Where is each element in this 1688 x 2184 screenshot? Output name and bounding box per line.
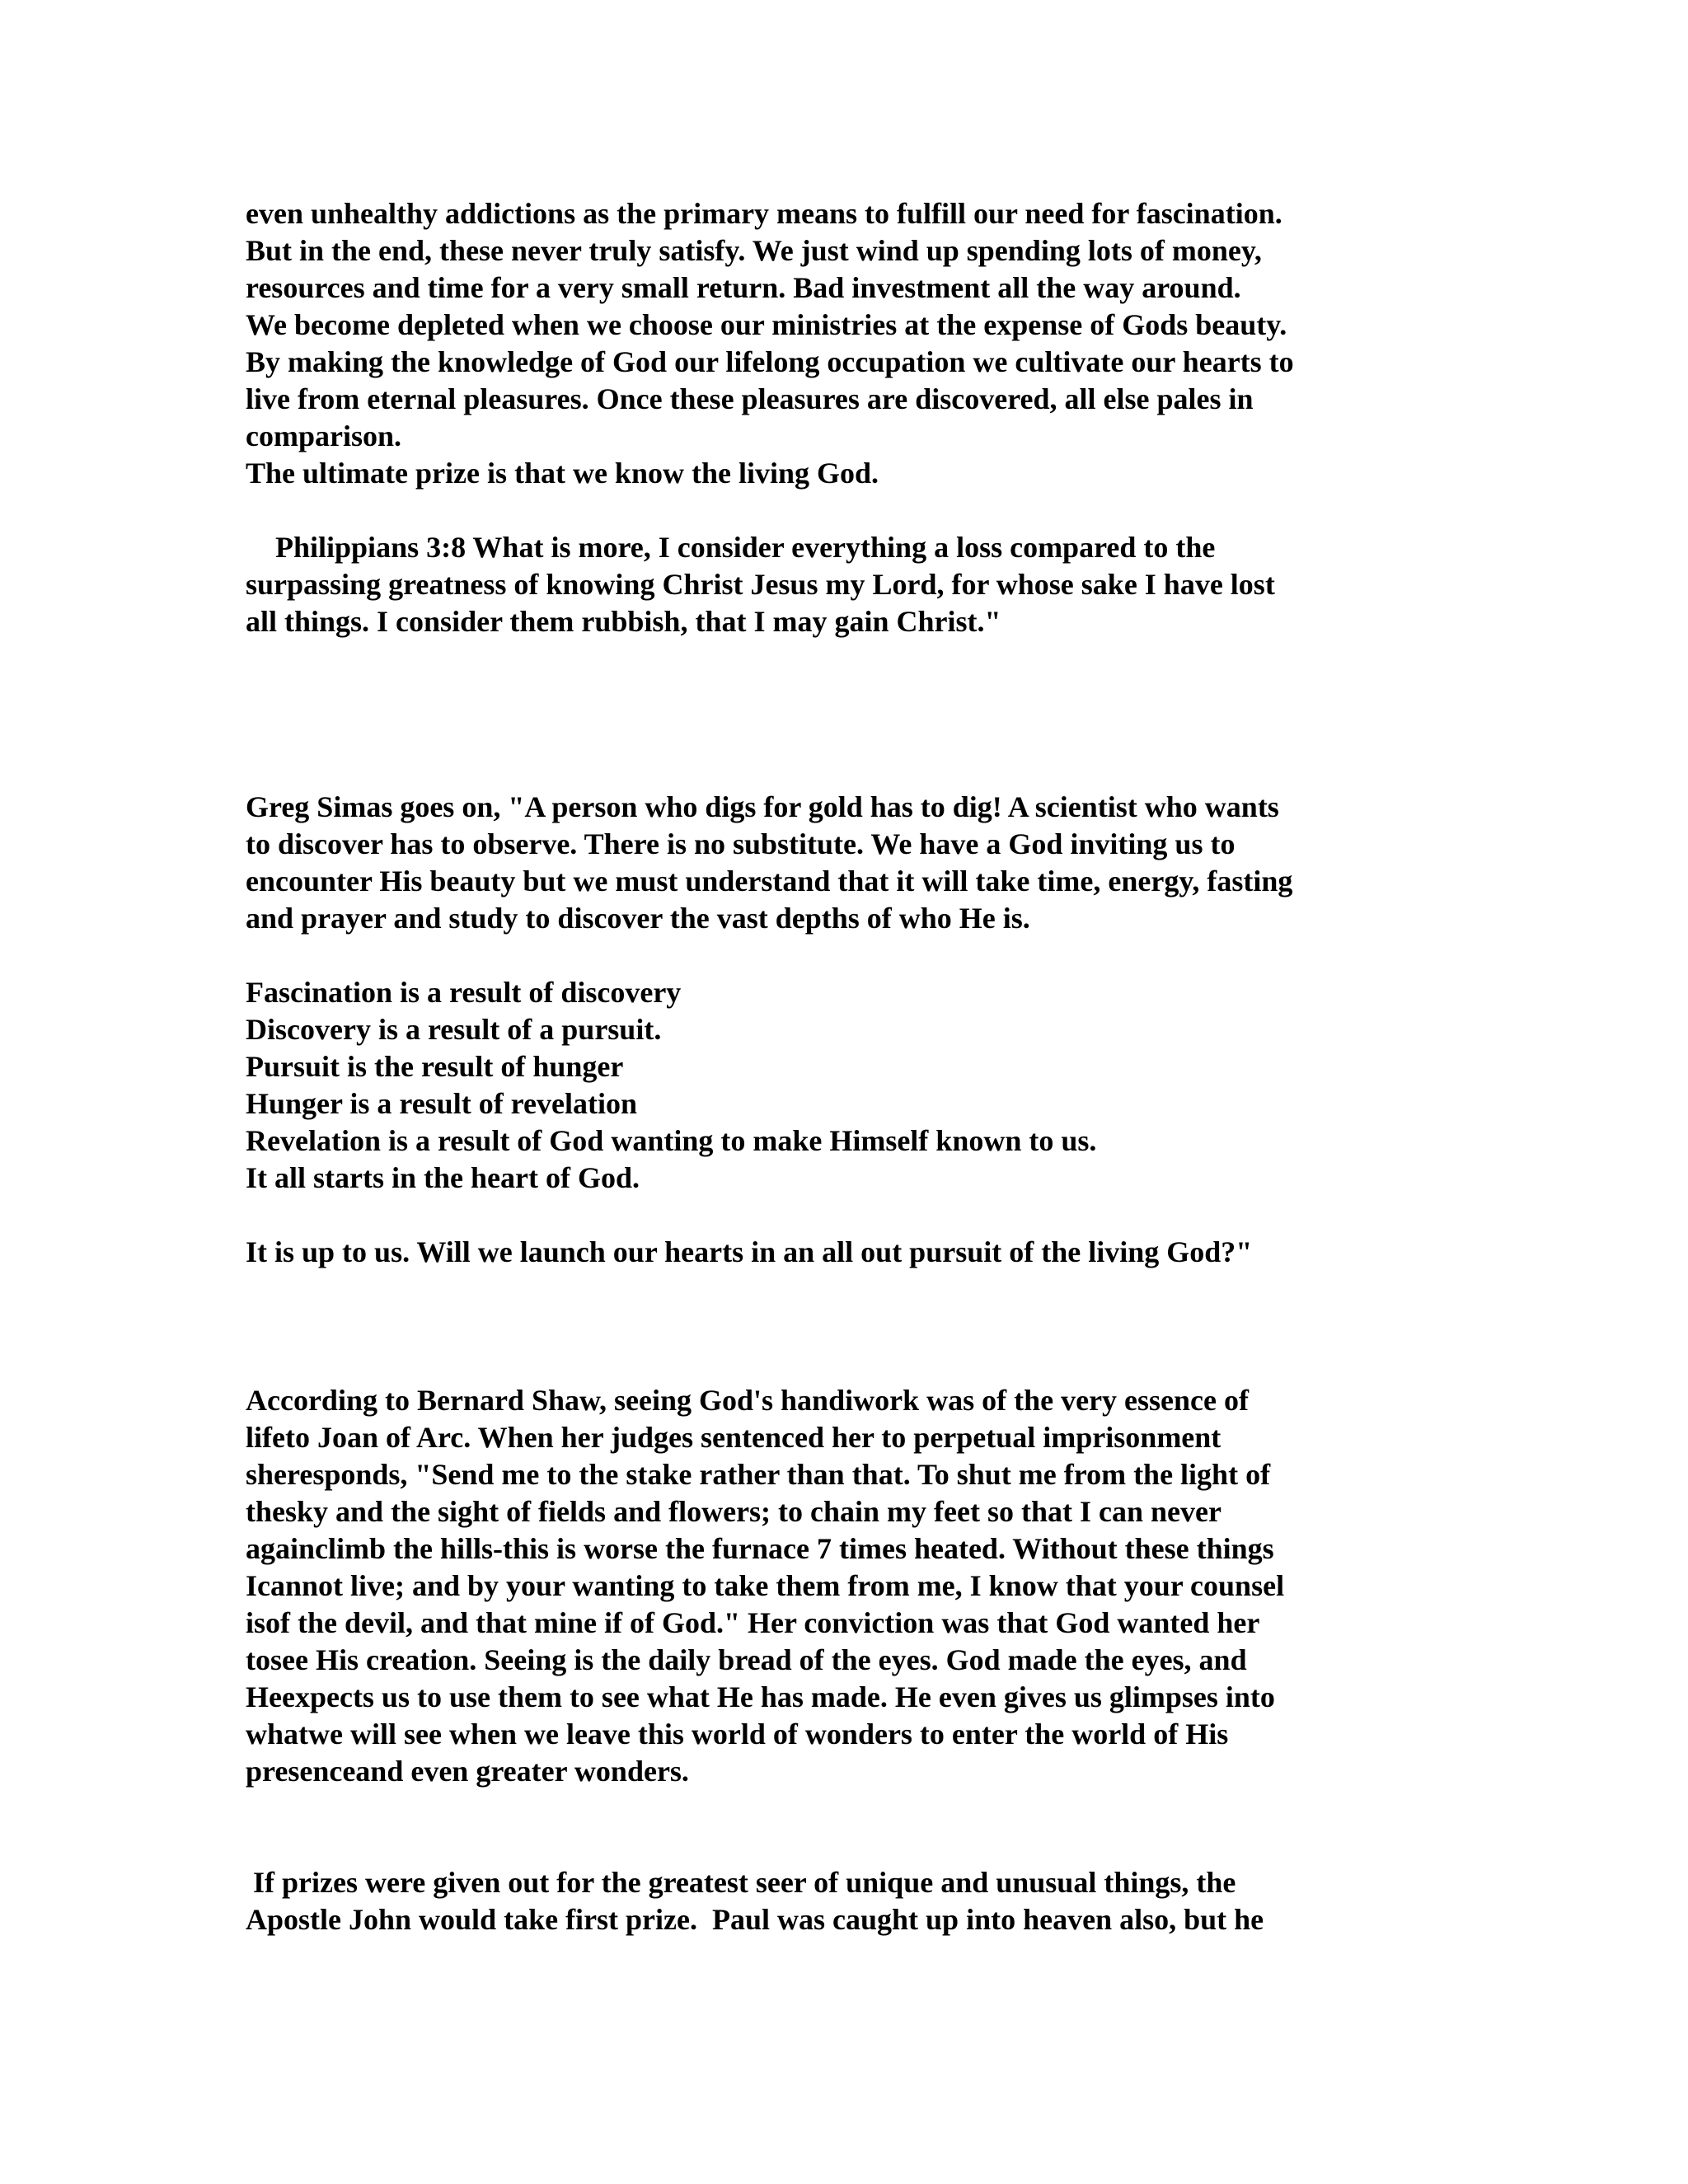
text-line: It all starts in the heart of God. (246, 1161, 640, 1194)
text-line: comparison. (246, 419, 401, 452)
text-line: all things. I consider them rubbish, that I may gain Christ." (246, 605, 1001, 638)
paragraph-depleted (246, 307, 1465, 455)
text-line: resources and time for a very small return. Bad investment all the way around. (246, 271, 1241, 304)
text-line: Discovery is a result of a pursuit. (246, 1013, 662, 1046)
text-line: According to Bernard Shaw, seeing God's handiwork was of the very essence of (246, 1384, 1249, 1417)
paragraph-fascination-chain (246, 974, 1465, 1197)
text-line: But in the end, these never truly satisfy. We just wind up spending lots of money, (246, 234, 1262, 267)
text-line: even unhealthy addictions as the primary means to fulfill our need for fascination. (246, 197, 1282, 230)
text-line: Revelation is a result of God wanting to make Himself known to us. (246, 1124, 1097, 1157)
paragraph-philippians (246, 529, 1465, 640)
paragraph-up-to-us (246, 1234, 1465, 1271)
text-line: By making the knowledge of God our lifelong occupation we cultivate our hearts to (246, 345, 1294, 378)
paragraph-ultimate-prize (246, 455, 1465, 492)
paragraph-greg-simas (246, 789, 1465, 937)
text-line: isof the devil, and that mine if of God." Her conviction was that God wanted her (246, 1606, 1260, 1639)
text-line: surpassing greatness of knowing Christ Jesus my Lord, for whose sake I have lost (246, 568, 1275, 601)
text-line: lifeto Joan of Arc. When her judges sentenced her to perpetual imprisonment (246, 1421, 1221, 1454)
text-line: encounter His beauty but we must understand that it will take time, energy, fasting (246, 865, 1293, 898)
text-line: Fascination is a result of discovery (246, 976, 682, 1009)
text-line: The ultimate prize is that we know the living God. (246, 457, 879, 490)
text-line: tosee His creation. Seeing is the daily bread of the eyes. God made the eyes, and (246, 1643, 1247, 1676)
text-line: If prizes were given out for the greatest seer of unique and unusual things, the (246, 1866, 1236, 1899)
text-line: presenceand even greater wonders. (246, 1755, 689, 1788)
text-line: whatwe will see when we leave this world of wonders to enter the world of His (246, 1718, 1229, 1750)
text-line: Greg Simas goes on, "A person who digs for gold has to dig! A scientist who wants (246, 790, 1279, 823)
text-line: to discover has to observe. There is no substitute. We have a God inviting us to (246, 827, 1236, 860)
text-line: Philippians 3:8 What is more, I consider everything a loss compared to the (246, 531, 1216, 564)
text-line: Pursuit is the result of hunger (246, 1050, 624, 1083)
text-line: sheresponds, "Send me to the stake rather than that. To shut me from the light of (246, 1458, 1271, 1491)
text-line: and prayer and study to discover the vast depths of who He is. (246, 902, 1030, 935)
paragraph-addictions (246, 195, 1465, 307)
text-line: It is up to us. Will we launch our hearts in an all out pursuit of the living God?" (246, 1235, 1253, 1268)
text-line: Apostle John would take first prize. Paul was caught up into heaven also, but he (246, 1903, 1264, 1936)
text-line: thesky and the sight of fields and flowers; to chain my feet so that I can never (246, 1495, 1221, 1528)
text-line: againclimb the hills-this is worse the furnace 7 times heated. Without these things (246, 1532, 1274, 1565)
text-line: live from eternal pleasures. Once these pleasures are discovered, all else pales in (246, 382, 1254, 415)
paragraph-bernard-shaw (246, 1382, 1465, 1790)
text-line: We become depleted when we choose our ministries at the expense of Gods beauty. (246, 308, 1287, 341)
text-line: Icannot live; and by your wanting to take them from me, I know that your counsel (246, 1569, 1285, 1602)
paragraph-prizes (246, 1864, 1465, 1938)
text-line: Hunger is a result of revelation (246, 1087, 637, 1120)
text-line: Heexpects us to use them to see what He has made. He even gives us glimpses into (246, 1680, 1275, 1713)
